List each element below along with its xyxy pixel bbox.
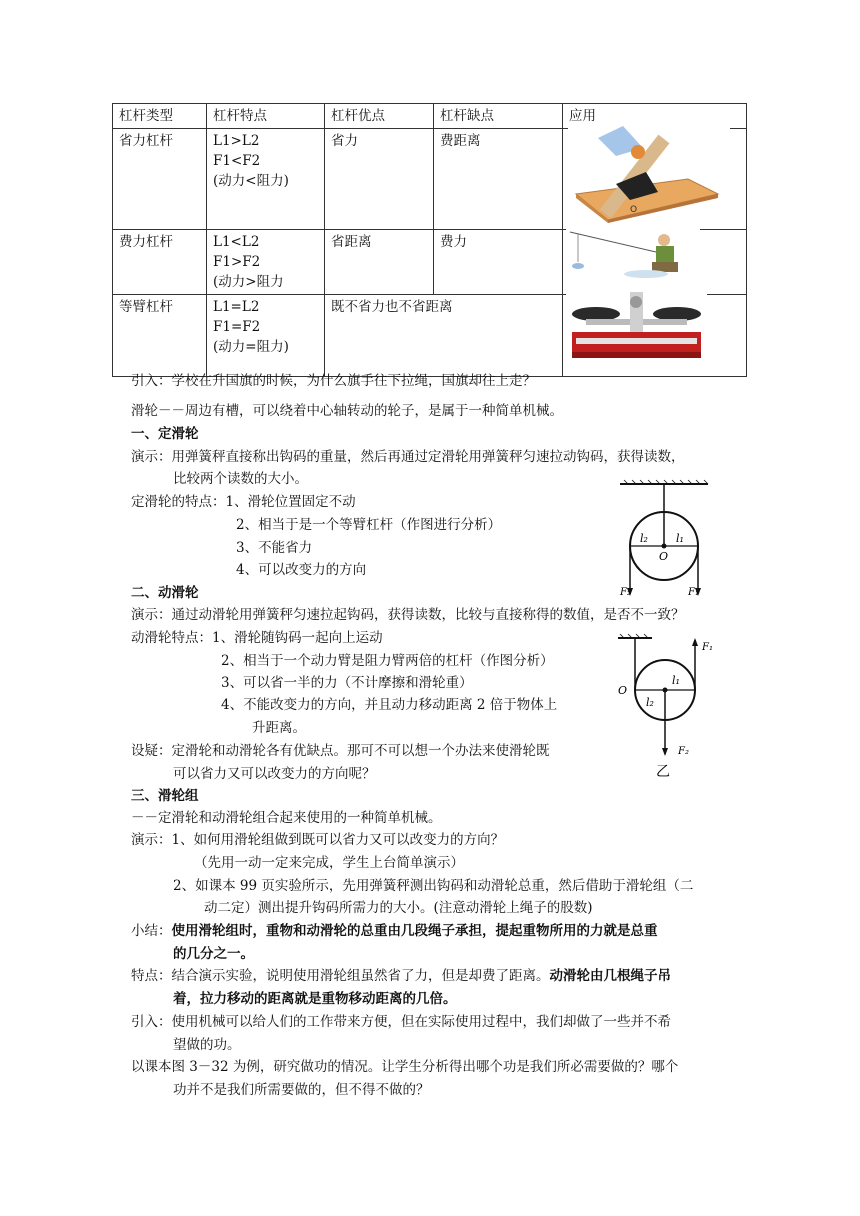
demo-movable: 演示：通过动滑轮用弹簧秤匀速拉起钩码，获得读数，比较与直接称得的数值，是否不一致？ xyxy=(131,607,685,623)
fixed-feature-1: 定滑轮的特点：1、滑轮位置固定不动 xyxy=(131,494,356,510)
label-f2: F₂ xyxy=(678,746,689,757)
example-line1: 以课本图 3－32 为例，研究做功的情况。让学生分析得出哪个功是我们所必需要做的？哪个 xyxy=(131,1059,679,1075)
svg-text:O: O xyxy=(630,205,638,215)
feature-line: F1<F2 xyxy=(213,153,261,169)
label-f2: F₂ xyxy=(620,587,631,598)
movable-feature-4a: 4、不能改变力的方向，并且动力移动距离 2 倍于物体上 xyxy=(221,697,558,713)
heading-pulley-group: 三、滑轮组 xyxy=(131,788,199,804)
movable-feature-4b: 升距离。 xyxy=(252,720,306,736)
summary-line2: 的几分之一。 xyxy=(173,946,254,962)
demo-fixed-line1: 演示：用弹簧秤直接称出钩码的重量，然后再通过定滑轮用弹簧秤匀速拉动钩码，获得读数， xyxy=(131,449,685,465)
header-cell: 杠杆优点 xyxy=(325,104,434,129)
lever-type: 省力杠杆 xyxy=(113,129,207,230)
feature-line: F1>F2 xyxy=(213,254,261,270)
summary-text: 使用滑轮组时，重物和动滑轮的总重由几段绳子承担，提起重物所用的力就是总重 xyxy=(171,923,658,939)
fixed-pulley-diagram xyxy=(612,478,716,602)
fixed-feature-4: 4、可以改变力的方向 xyxy=(236,562,367,578)
label-l1: l₁ xyxy=(672,674,680,687)
feature-label: 特点： xyxy=(131,968,172,984)
label-o: O xyxy=(659,550,669,563)
hypothesis-line1: 设疑：定滑轮和动滑轮各有优缺点。那可不可以想一个办法来使滑轮既 xyxy=(131,743,550,759)
demo-group-1: 演示：1、如何用滑轮组做到既可以省力又可以改变力的方向？ xyxy=(131,832,505,848)
demo-fixed-line2: 比较两个读数的大小。 xyxy=(173,471,308,487)
lever-features xyxy=(207,230,325,295)
lever-advantage: 省距离 xyxy=(325,230,434,295)
example-line2: 功并不是我们所需要做的，但不得不做的？ xyxy=(173,1082,430,1098)
lever-type: 等臂杠杆 xyxy=(113,295,207,377)
feature-bold: 动滑轮由几根绳子吊 xyxy=(549,968,671,984)
balance-scale-image xyxy=(566,286,707,368)
hypothesis-line2: 可以省力又可以改变力的方向呢？ xyxy=(173,766,376,782)
feature-line1 xyxy=(131,966,671,986)
feature-line: (动力=阻力) xyxy=(213,339,289,355)
feature-line: (动力<阻力) xyxy=(213,173,289,189)
label-f1: F₁ xyxy=(702,642,713,653)
demo-group-2a: 2、如课本 99 页实验所示，先用弹簧秤测出钩码和动滑轮总重，然后借助于滑轮组（二 xyxy=(173,878,694,894)
lever-type: 费力杠杆 xyxy=(113,230,207,295)
movable-feature-1: 动滑轮特点：1、滑轮随钩码一起向上运动 xyxy=(131,630,383,646)
lever-disadvantage: 费距离 xyxy=(434,129,563,230)
feature-line: (动力>阻力 xyxy=(213,274,284,290)
label-f1: F₁ xyxy=(688,587,699,598)
heading-fixed-pulley: 一、定滑轮 xyxy=(131,426,199,442)
header-cell: 杠杆特点 xyxy=(207,104,325,129)
label-l1: l₁ xyxy=(676,532,684,545)
lever-disadvantage: 费力 xyxy=(434,230,563,295)
movable-pulley-diagram xyxy=(612,632,716,780)
header-cell: 应用 xyxy=(563,104,747,129)
group-definition: －－定滑轮和动滑轮组合起来使用的一种简单机械。 xyxy=(131,810,442,826)
label-l2: l₂ xyxy=(640,532,648,545)
feature-line: L1>L2 xyxy=(213,133,260,149)
figure-caption: 乙 xyxy=(656,764,670,780)
lever-features xyxy=(207,129,325,230)
intro2-line2: 望做的功。 xyxy=(173,1037,241,1053)
pulley-definition: 滑轮－－周边有槽，可以绕着中心轴转动的轮子，是属于一种简单机械。 xyxy=(131,403,563,419)
feature-line2: 着，拉力移动的距离就是重物移动距离的几倍。 xyxy=(173,991,457,1007)
demo-group-1-note: （先用一动一定来完成，学生上台简单演示） xyxy=(194,855,464,871)
summary-label: 小结： xyxy=(131,923,172,939)
feature-line: F1=F2 xyxy=(213,319,261,335)
intro-question: 引入：学校在升国旗的时候，为什么旗手往下拉绳，国旗却往上走？ xyxy=(131,373,536,389)
header-cell: 杠杆缺点 xyxy=(434,104,563,129)
heading-movable-pulley: 二、动滑轮 xyxy=(131,585,199,601)
feature-normal: 结合演示实验，说明使用滑轮组虽然省了力，但是却费了距离。 xyxy=(171,968,550,984)
feature-line: L1=L2 xyxy=(213,299,260,315)
fixed-feature-2: 2、相当于是一个等臂杠杆（作图进行分析） xyxy=(236,517,502,533)
label-o: O xyxy=(618,684,628,697)
fishing-image xyxy=(566,226,700,280)
lever-advantage: 省力 xyxy=(325,129,434,230)
intro2-line1: 引入：使用机械可以给人们的工作带来方便，但在实际使用过程中，我们却做了一些并不希 xyxy=(131,1014,671,1030)
label-l2: l₂ xyxy=(646,696,654,709)
header-cell: 杠杆类型 xyxy=(113,104,207,129)
lever-cutter-image xyxy=(568,124,730,223)
lever-features xyxy=(207,295,325,377)
movable-feature-3: 3、可以省一半的力（不计摩擦和滑轮重） xyxy=(221,675,473,691)
demo-group-2b: 动二定）测出提升钩码所需力的大小。(注意动滑轮上绳子的股数) xyxy=(204,900,593,916)
lever-advantage-merged: 既不省力也不省距离 xyxy=(325,295,563,377)
feature-line: L1<L2 xyxy=(213,234,260,250)
summary-line1 xyxy=(131,921,658,941)
movable-feature-2: 2、相当于一个动力臂是阻力臂两倍的杠杆（作图分析） xyxy=(221,653,554,669)
fixed-feature-3: 3、不能省力 xyxy=(236,540,313,556)
